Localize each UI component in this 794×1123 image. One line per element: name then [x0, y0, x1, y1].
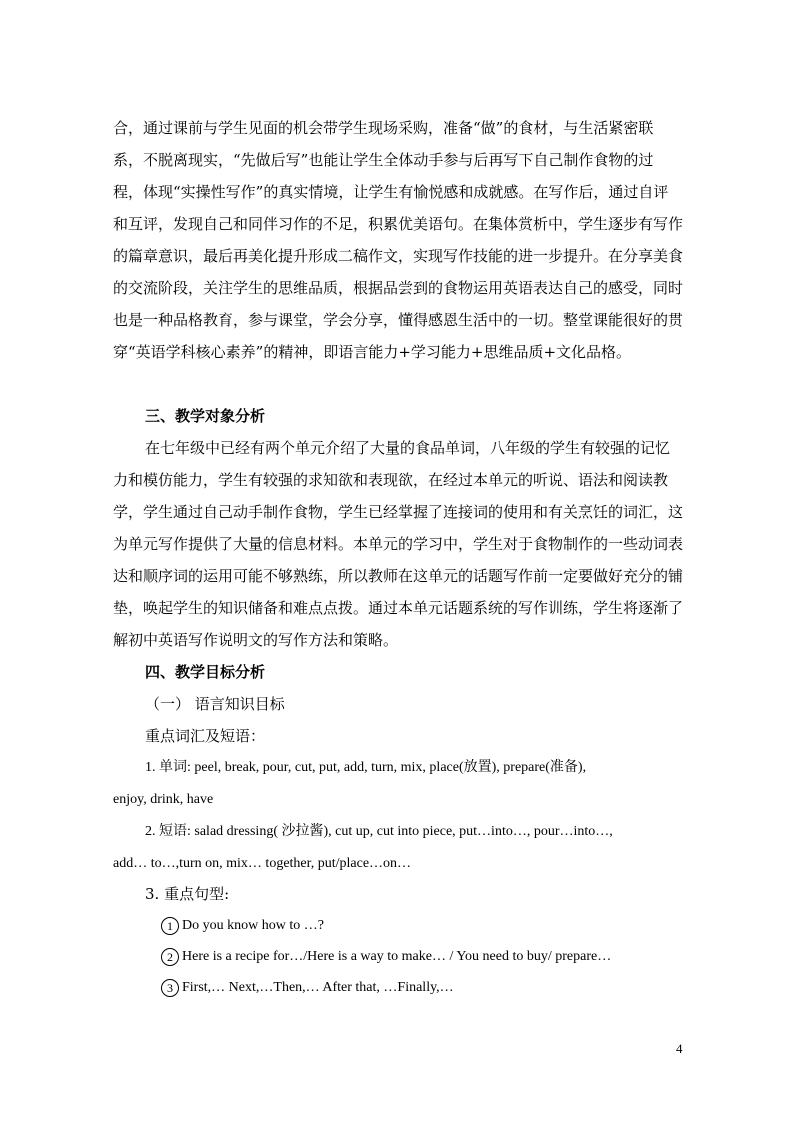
section-heading-3: 三、教学对象分析 [145, 407, 266, 425]
phrases-line-2: add… to…,turn on, mix… together, put/place…on… [113, 856, 412, 871]
section-heading-4: 四、教学目标分析 [145, 663, 266, 681]
page-number: 4 [676, 1041, 683, 1056]
vocab-title: 重点词汇及短语： [145, 727, 266, 745]
sentence-pattern-1-text: Do you know how to …? [182, 918, 324, 933]
sentence-pattern-2 [161, 941, 611, 973]
sentence-patterns-title: 3. 重点句型: [145, 885, 230, 903]
words-line-2: enjoy, drink, have [113, 792, 214, 807]
words-line-1: 1. 单词: peel, break, pour, cut, put, add, turn, mix, place(放置), prepare(准备), [145, 760, 587, 775]
sentence-pattern-3-text: First,… Next,…Then,… After that, …Finally,… [182, 980, 454, 995]
sentence-pattern-3 [161, 972, 454, 1004]
sentence-pattern-2-text: Here is a recipe for…/Here is a way to make… / You need to buy/ prepare… [182, 949, 612, 964]
sentence-pattern-1 [161, 910, 324, 942]
subheading-language-goals: （一） 语言知识目标 [145, 695, 285, 713]
paragraph-students: 在七年级中已经有两个单元介绍了大量的食品单词，八年级的学生有较强的记忆力和模仿能力，学生有较强的求知欲和表现欲，在经过本单元的听说、语法和阅读教学，学生通过自己动手制作食物，学生已经掌握了连接词的使用和有关烹饪的词汇，这为单元写作提供了大量的信息材料。本单元的学习中，学生对于食物制作的一些动词表达和顺序词的运用可能不够熟练，所以教师在这单元的话题写作前一定要做好充分的铺垫，唤起学生的知识储备和难点点拨。通过本单元话题系统的写作训练，学生将逐渐了解初中英语写作说明文的写作方法和策略。 [113, 439, 684, 649]
paragraph-intro: 合，通过课前与学生见面的机会带学生现场采购，准备“做”的食材，与生活紧密联系，不脱离现实，“先做后写”也能让学生全体动手参与后再写下自己制作食物的过程，体现“实操性写作”的真实情境，让学生有愉悦感和成就感。在写作后，通过自评和互评，发现自己和同伴习作的不足，积累优美语句。在集体赏析中，学生逐步有写作的篇章意识，最后再美化提升形成二稿作文，实现写作技能的进一步提升。在分享美食的交流阶段，关注学生的思维品质，根据品尝到的食物运用英语表达自己的感受，同时也是一种品格教育，参与课堂，学会分享，懂得感恩生活中的一切。整堂课能很好的贯穿“英语学科核心素养”的精神，即语言能力+学习能力+思维品质+文化品格。 [113, 119, 684, 361]
phrases-line-1: 2. 短语: salad dressing( 沙拉酱), cut up, cut into piece, put…into…, pour…into…, [145, 824, 613, 839]
circled-number-2: 2 [161, 948, 179, 966]
circled-number-3: 3 [161, 979, 179, 997]
circled-number-1: 1 [161, 917, 179, 935]
